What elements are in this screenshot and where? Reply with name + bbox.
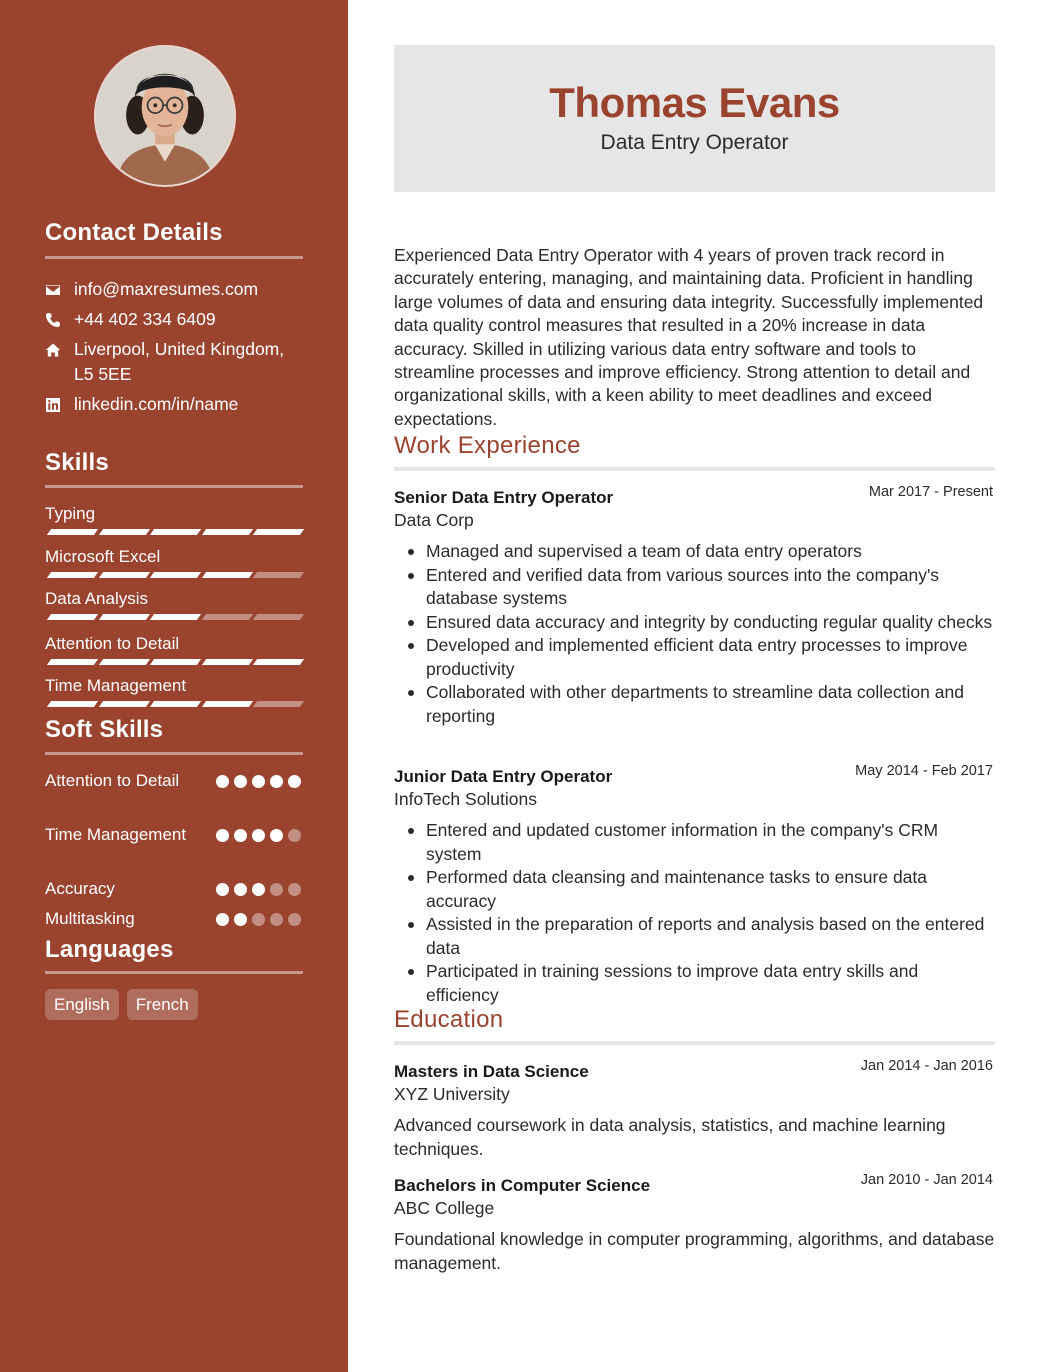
contact-linkedin[interactable]	[45, 392, 303, 417]
phone-text[interactable]: +44 402 334 6409	[74, 309, 216, 329]
language-tag: French	[127, 989, 198, 1020]
job-bullet: Collaborated with other departments to streamline data collection and reporting	[394, 681, 995, 728]
skill-level-segment	[253, 572, 304, 578]
degree-title: Masters in Data Science	[394, 1062, 589, 1081]
job-company: InfoTech Solutions	[394, 789, 538, 809]
skill-level-segment	[47, 614, 98, 620]
skill-level-segment	[98, 701, 149, 707]
rating-dot	[234, 829, 247, 842]
person-title: Data Entry Operator	[600, 131, 789, 154]
job-bullets	[394, 540, 995, 728]
job-company: Data Corp	[394, 510, 474, 530]
resume-header	[394, 45, 995, 192]
job-title: Junior Data Entry Operator	[394, 767, 613, 786]
skill-level-segment	[98, 659, 149, 665]
soft-skill-name: Accuracy	[45, 879, 115, 898]
skill-item	[45, 675, 303, 697]
rating-dot	[252, 883, 265, 896]
skill-level-segment	[98, 614, 149, 620]
job-bullet: Entered and updated customer information in the company's CRM system	[394, 819, 995, 866]
skill-name: Data Analysis	[45, 589, 148, 608]
skill-level-segment	[98, 572, 149, 578]
skill-level-segment	[47, 572, 98, 578]
address-line-1: Liverpool, United Kingdom,	[74, 339, 285, 359]
rating-dot	[270, 775, 283, 788]
skill-item	[45, 503, 303, 525]
skill-level-bar	[45, 659, 303, 665]
rating-dot	[234, 883, 247, 896]
skill-level-segment	[201, 529, 252, 535]
skill-level-segment	[47, 529, 98, 535]
job-bullet: Participated in training sessions to improve data entry skills and efficiency	[394, 960, 995, 1007]
skill-level-segment	[47, 659, 98, 665]
job-bullet: Entered and verified data from various sources into the company's database systems	[394, 564, 995, 611]
soft-skill-rating	[216, 775, 301, 788]
rating-dot	[270, 913, 283, 926]
job-dates: Mar 2017 - Present	[868, 484, 993, 500]
job-entry	[394, 486, 995, 728]
skill-name: Attention to Detail	[45, 634, 180, 653]
education-dates: Jan 2014 - Jan 2016	[860, 1058, 993, 1074]
soft-skill-name: Time Management	[45, 825, 187, 844]
soft-skill-item	[45, 823, 303, 847]
rating-dot	[288, 883, 301, 896]
phone-icon	[45, 307, 74, 332]
soft-skill-name: Attention to Detail	[45, 771, 180, 790]
school-name: ABC College	[394, 1198, 495, 1218]
avatar	[94, 45, 236, 187]
skill-level-bar	[45, 614, 303, 620]
education-description: Foundational knowledge in computer programming, algorithms, and database management.	[394, 1229, 995, 1273]
contact-email[interactable]	[45, 277, 303, 302]
rating-dot	[234, 775, 247, 788]
school-name: XYZ University	[394, 1084, 510, 1104]
soft-skill-rating	[216, 883, 301, 896]
rating-dot	[288, 775, 301, 788]
rating-dot	[288, 829, 301, 842]
languages-divider	[45, 971, 303, 974]
job-bullet: Managed and supervised a team of data entry operators	[394, 540, 995, 564]
skill-level-segment	[253, 701, 304, 707]
rating-dot	[216, 913, 229, 926]
skill-level-segment	[253, 529, 304, 535]
education-divider	[394, 1041, 995, 1045]
education-heading: Education	[394, 1006, 504, 1033]
education-dates: Jan 2010 - Jan 2014	[860, 1172, 993, 1188]
languages-list	[45, 989, 198, 1020]
rating-dot	[252, 829, 265, 842]
skill-level-segment	[98, 529, 149, 535]
languages-heading: Languages	[45, 936, 174, 963]
contact-divider	[45, 256, 303, 259]
skill-item	[45, 633, 303, 655]
job-title: Senior Data Entry Operator	[394, 488, 614, 507]
person-name: Thomas Evans	[549, 79, 840, 126]
skill-level-bar	[45, 701, 303, 707]
email-text[interactable]: info@maxresumes.com	[74, 279, 259, 299]
rating-dot	[216, 829, 229, 842]
education-entry	[394, 1174, 995, 1275]
job-bullet: Ensured data accuracy and integrity by conducting regular quality checks	[394, 611, 995, 635]
soft-skill-item	[45, 769, 303, 793]
linkedin-text[interactable]: linkedin.com/in/name	[74, 394, 239, 414]
soft-skills-heading: Soft Skills	[45, 716, 164, 743]
rating-dot	[216, 883, 229, 896]
contact-phone[interactable]	[45, 307, 303, 332]
job-bullet: Assisted in the preparation of reports and analysis based on the entered data	[394, 913, 995, 960]
skill-level-segment	[201, 701, 252, 707]
skill-level-segment	[150, 659, 201, 665]
skill-item	[45, 588, 303, 610]
job-bullet: Developed and implemented efficient data entry processes to improve productivity	[394, 634, 995, 681]
skill-level-segment	[201, 614, 252, 620]
skill-level-segment	[253, 659, 304, 665]
soft-skill-item	[45, 877, 303, 901]
degree-title: Bachelors in Computer Science	[394, 1176, 651, 1195]
profile-photo	[96, 47, 234, 185]
soft-skill-item	[45, 907, 303, 931]
work-heading: Work Experience	[394, 432, 581, 459]
soft-skill-rating	[216, 829, 301, 842]
home-icon	[45, 337, 74, 362]
job-bullets	[394, 819, 995, 1007]
work-divider	[394, 467, 995, 471]
skill-level-segment	[253, 614, 304, 620]
skill-name: Microsoft Excel	[45, 547, 161, 566]
skill-level-segment	[201, 659, 252, 665]
skill-item	[45, 546, 303, 568]
skill-level-segment	[47, 701, 98, 707]
skill-level-segment	[150, 701, 201, 707]
rating-dot	[216, 775, 229, 788]
skill-name: Typing	[45, 504, 96, 523]
skill-level-bar	[45, 529, 303, 535]
education-description: Advanced coursework in data analysis, statistics, and machine learning techniques.	[394, 1115, 946, 1159]
summary-text: Experienced Data Entry Operator with 4 years of proven track record in accurately entering, managing, and maintaining data. Proficient in handling large volumes of data and ensuring data integrity. Successfully implemented data quality control measures that resulted in a 20% increase in data accuracy. Skilled in utilizing various data entry software and tools to streamline processes and improve efficiency. Strong attention to detail and organizational skills, with a keen ability to meet deadlines and exceed expectations.	[394, 245, 984, 429]
skill-level-segment	[201, 572, 252, 578]
skill-name: Time Management	[45, 676, 187, 695]
envelope-icon	[45, 277, 74, 302]
skills-divider	[45, 485, 303, 488]
rating-dot	[252, 775, 265, 788]
skill-level-bar	[45, 572, 303, 578]
rating-dot	[234, 913, 247, 926]
skill-level-segment	[150, 614, 201, 620]
language-tag: English	[45, 989, 119, 1020]
address-line-2: L5 5EE	[74, 364, 132, 384]
contact-heading: Contact Details	[45, 219, 223, 246]
rating-dot	[270, 883, 283, 896]
skill-level-segment	[150, 529, 201, 535]
soft-skill-rating	[216, 913, 301, 926]
job-dates: May 2014 - Feb 2017	[855, 763, 993, 779]
rating-dot	[252, 913, 265, 926]
soft-skill-name: Multitasking	[45, 909, 135, 928]
job-bullet: Performed data cleansing and maintenance tasks to ensure data accuracy	[394, 866, 995, 913]
job-entry	[394, 765, 995, 1007]
rating-dot	[270, 829, 283, 842]
education-entry	[394, 1060, 995, 1161]
skills-heading: Skills	[45, 449, 109, 476]
skill-level-segment	[150, 572, 201, 578]
soft-skills-divider	[45, 752, 303, 755]
sidebar	[0, 0, 348, 1372]
linkedin-icon	[45, 392, 74, 417]
contact-address	[45, 337, 303, 387]
rating-dot	[288, 913, 301, 926]
